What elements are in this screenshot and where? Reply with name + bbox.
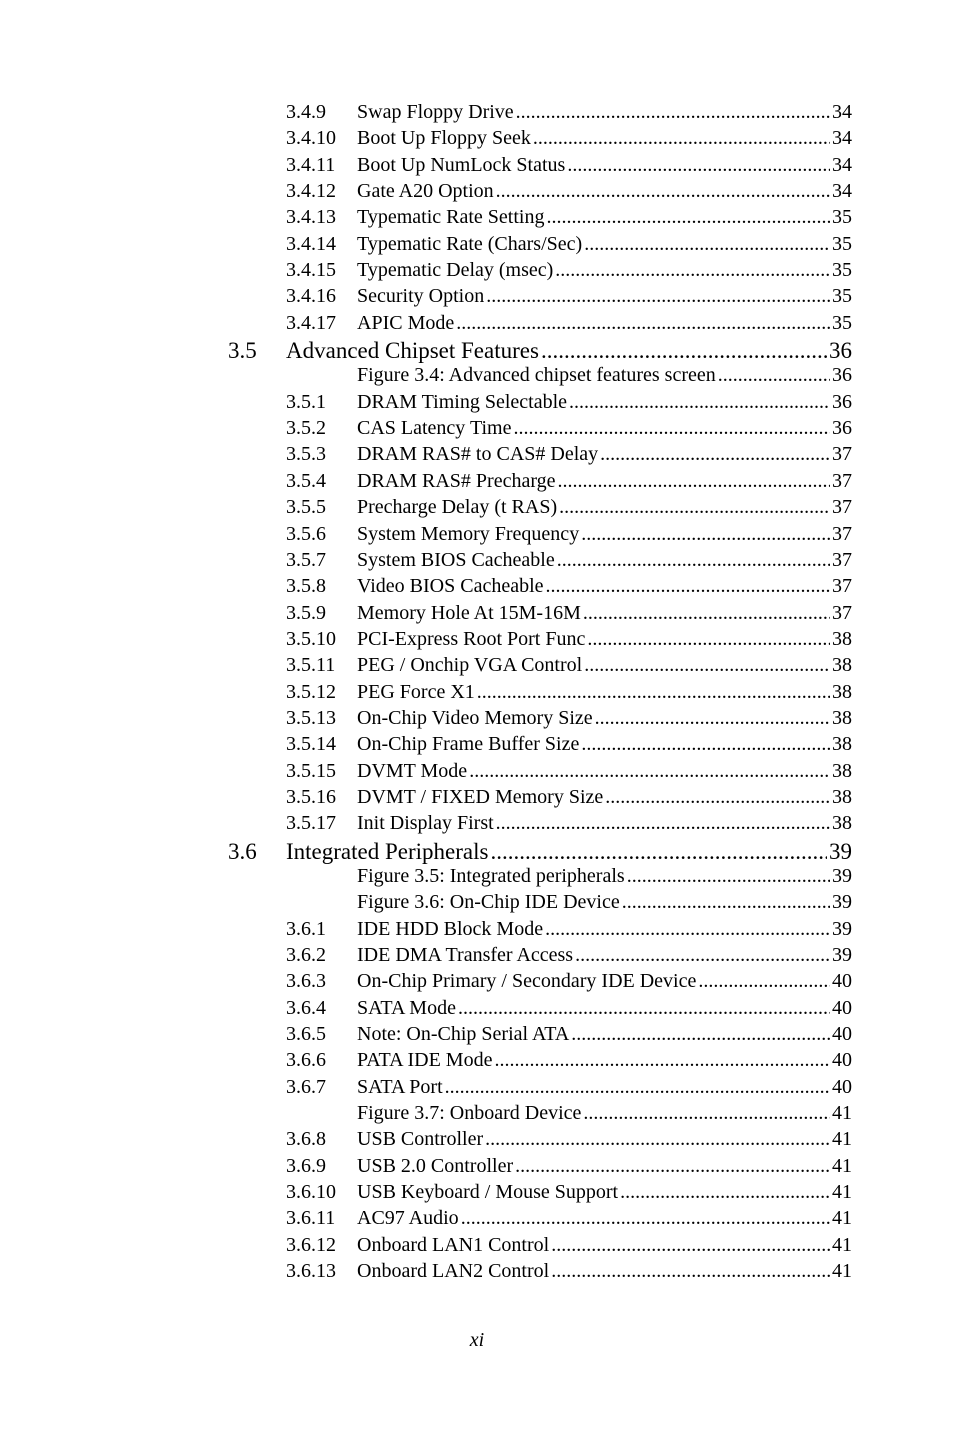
toc-entry-page: 37 [832,469,852,492]
toc-subsection-entry[interactable] [0,575,852,601]
toc-entry-page: 37 [832,548,852,571]
toc-dot-leader [584,654,830,677]
toc-entry-title: Figure 3.6: On-Chip IDE Device [357,891,620,914]
toc-entry-title: On-Chip Video Memory Size [357,706,593,729]
toc-dot-leader [458,997,830,1020]
toc-entry-title: CAS Latency Time [357,417,512,440]
toc-entry-page: 34 [832,101,852,123]
toc-dot-leader [461,1207,830,1230]
toc-dot-leader [477,681,830,704]
toc-dot-leader [583,1102,830,1125]
toc-entry-page: 36 [832,364,852,387]
toc-entry-title: Onboard LAN2 Control [357,1260,550,1283]
toc-entry-page: 41 [832,1233,852,1256]
toc-entry-number: 3.5.5 [286,496,326,519]
toc-entry-title: Init Display First [357,812,494,835]
toc-entry-number: 3.5.13 [286,706,336,729]
toc-entry-title: SATA Mode [357,996,456,1019]
toc-entry-number: 3.5.12 [286,680,336,703]
toc-entry-page: 37 [832,575,852,598]
toc-dot-leader [557,549,830,572]
toc-entry-page: 40 [832,1023,852,1046]
toc-entry-number: 3.6.1 [286,917,326,940]
toc-entry-title: PEG Force X1 [357,680,475,703]
toc-dot-leader [551,1234,830,1257]
toc-subsection-entry[interactable] [0,101,852,127]
toc-entry-number: 3.4.10 [286,127,336,150]
toc-entry-title: DVMT Mode [357,759,468,782]
toc-dot-leader [584,233,830,256]
toc-subsection-entry[interactable] [0,285,852,311]
toc-dot-leader [541,338,827,364]
toc-entry-number: 3.5.15 [286,759,336,782]
toc-entry-title: Boot Up Floppy Seek [357,127,531,150]
toc-dot-leader [595,707,830,730]
toc-entry-number: 3.6.9 [286,1154,326,1177]
toc-entry-page: 34 [832,153,852,176]
toc-entry-number: 3.5.10 [286,627,336,650]
toc-subsection-entry[interactable] [0,1023,852,1049]
toc-dot-leader [587,628,830,651]
toc-dot-leader [620,1181,830,1204]
toc-dot-leader [513,417,830,440]
toc-entry-title: USB 2.0 Controller [357,1154,514,1177]
toc-subsection-entry[interactable] [0,654,852,680]
toc-dot-leader [516,101,830,124]
toc-entry-page: 40 [832,970,852,993]
toc-entry-page: 38 [832,680,852,703]
toc-entry-title: Boot Up NumLock Status [357,153,566,176]
toc-subsection-entry[interactable] [0,523,852,549]
toc-entry-page: 38 [832,706,852,729]
toc-dot-leader [571,1023,830,1046]
toc-subsection-entry[interactable] [0,312,852,338]
toc-entry-number: 3.4.9 [286,101,326,123]
toc-dot-leader [600,443,830,466]
toc-entry-title: IDE DMA Transfer Access [357,944,574,966]
table-of-contents [0,101,954,1286]
toc-section-entry[interactable] [0,338,852,364]
toc-entry-title: On-Chip Primary / Secondary IDE Device [357,970,697,993]
toc-subsection-entry[interactable] [0,918,852,944]
toc-subsection-entry[interactable] [0,549,852,575]
toc-entry-number: 3.5.11 [286,654,336,677]
toc-subsection-entry[interactable] [0,1207,852,1233]
toc-entry-page: 35 [832,232,852,255]
toc-entry-page: 39 [832,891,852,914]
toc-entry-title: USB Keyboard / Mouse Support [357,1181,619,1204]
toc-subsection-entry[interactable] [0,681,852,707]
toc-dot-leader [545,918,830,941]
toc-subsection-entry[interactable] [0,443,852,469]
toc-subsection-entry[interactable] [0,206,852,232]
toc-entry-number: 3.5.17 [286,812,336,835]
toc-subsection-entry[interactable] [0,1234,852,1260]
toc-dot-leader [533,127,830,150]
toc-dot-leader [581,733,830,756]
toc-entry-title: System BIOS Cacheable [357,548,555,571]
toc-entry-page: 38 [832,812,852,835]
toc-subsection-entry[interactable] [0,391,852,417]
toc-dot-leader [486,285,830,308]
toc-entry-number: 3.6.7 [286,1075,326,1098]
toc-entry-page: 37 [832,601,852,624]
toc-dot-leader [546,206,830,229]
toc-dot-leader [496,180,830,203]
toc-entry-number: 3.5.8 [286,575,326,598]
toc-entry-number: 3.6.6 [286,1049,326,1072]
toc-dot-leader [698,970,830,993]
toc-entry-page: 36 [832,417,852,440]
toc-entry-title: PCI-Express Root Port Func [357,627,586,650]
toc-entry-number: 3.6.11 [286,1207,336,1230]
toc-subsection-entry[interactable] [0,1260,852,1286]
toc-entry-title: Typematic Delay (msec) [357,259,554,282]
toc-entry-page: 38 [832,785,852,808]
toc-entry-number: 3.5.16 [286,785,336,808]
toc-subsection-entry[interactable] [0,733,852,759]
toc-entry-page: 38 [832,654,852,677]
toc-entry-title: USB Controller [357,1128,484,1151]
toc-entry-page: 37 [832,522,852,545]
toc-dot-leader [575,944,830,967]
toc-subsection-entry[interactable] [0,417,852,443]
toc-entry-page: 34 [832,180,852,203]
toc-subsection-entry[interactable] [0,496,852,522]
toc-entry-title: Figure 3.7: Onboard Device [357,1102,582,1125]
toc-dot-leader [445,1076,830,1099]
toc-entry-title: Note: On-Chip Serial ATA [357,1023,570,1046]
toc-dot-leader [605,786,830,809]
toc-dot-leader [551,1260,830,1283]
toc-entry-number: 3.6.2 [286,944,326,966]
toc-entry-number: 3.6 [228,838,257,864]
toc-dot-leader [627,865,830,888]
toc-entry-page: 39 [832,944,852,966]
toc-entry-number: 3.6.3 [286,970,326,993]
toc-dot-leader [581,523,830,546]
toc-entry-page: 41 [832,1260,852,1283]
toc-entry-page: 41 [832,1128,852,1151]
toc-entry-page: 41 [832,1102,852,1125]
toc-dot-leader [559,496,830,519]
toc-entry-title: Security Option [357,285,485,308]
toc-entry-number: 3.6.13 [286,1260,336,1283]
toc-entry-number: 3.5.4 [286,469,326,492]
toc-subsection-entry[interactable] [0,602,852,628]
toc-entry-title: Swap Floppy Drive [357,101,514,123]
toc-subsection-entry[interactable] [0,1076,852,1102]
toc-entry-title: PEG / Onchip VGA Control [357,654,583,677]
toc-entry-number: 3.6.12 [286,1233,336,1256]
toc-entry-number: 3.6.5 [286,1023,326,1046]
toc-entry-title: Typematic Rate (Chars/Sec) [357,232,583,255]
toc-entry-page: 40 [832,996,852,1019]
toc-entry-title: Video BIOS Cacheable [357,575,544,598]
toc-entry-number: 3.4.13 [286,206,336,229]
toc-subsection-entry[interactable] [0,786,852,812]
toc-entry-title: DVMT / FIXED Memory Size [357,785,604,808]
toc-entry-page: 35 [832,259,852,282]
toc-subsection-entry[interactable] [0,707,852,733]
toc-subsection-entry[interactable] [0,154,852,180]
toc-entry-page: 38 [832,627,852,650]
toc-dot-leader [555,259,830,282]
toc-entry-title: On-Chip Frame Buffer Size [357,733,580,756]
toc-entry-number: 3.5.1 [286,390,326,413]
toc-entry-title: IDE HDD Block Mode [357,917,544,940]
toc-entry-title: Gate A20 Option [357,180,494,203]
toc-dot-leader [558,470,830,493]
toc-entry-number: 3.5.6 [286,522,326,545]
toc-dot-leader [622,891,830,914]
toc-entry-number: 3.4.11 [286,153,336,176]
toc-entry-title: Onboard LAN1 Control [357,1233,550,1256]
toc-entry-page: 34 [832,127,852,150]
toc-entry-title: Figure 3.4: Advanced chipset features screen [357,364,716,387]
toc-entry-page: 38 [832,733,852,756]
toc-dot-leader [569,391,830,414]
toc-entry-title: SATA Port [357,1075,443,1098]
toc-subsection-entry[interactable] [0,812,852,838]
toc-dot-leader [583,602,830,625]
toc-entry-page: 36 [832,390,852,413]
toc-entry-number: 3.5.9 [286,601,326,624]
toc-entry-page: 40 [832,1049,852,1072]
toc-subsection-entry[interactable] [0,470,852,496]
toc-entry-page: 41 [832,1207,852,1230]
toc-entry-page: 41 [832,1154,852,1177]
toc-dot-leader [546,575,830,598]
toc-dot-leader [718,364,830,387]
toc-entry-page: 35 [832,311,852,334]
toc-entry-title: Integrated Peripherals [286,838,489,864]
toc-entry-title: PATA IDE Mode [357,1049,493,1072]
toc-dot-leader [567,154,830,177]
toc-dot-leader [469,760,830,783]
toc-subsection-entry[interactable] [0,1128,852,1154]
toc-entry-title: DRAM RAS# Precharge [357,469,556,492]
toc-figure-entry[interactable] [0,891,852,917]
toc-entry-page: 35 [832,285,852,308]
toc-dot-leader [496,812,830,835]
toc-entry-page: 35 [832,206,852,229]
toc-entry-page: 39 [832,864,852,887]
toc-subsection-entry[interactable] [0,628,852,654]
toc-dot-leader [494,1049,830,1072]
toc-entry-title: Advanced Chipset Features [286,338,539,364]
toc-figure-entry[interactable] [0,865,852,891]
page-number: xi [469,1329,485,1351]
toc-dot-leader [490,839,827,865]
toc-entry-page: 36 [829,338,852,364]
toc-entry-title: Figure 3.5: Integrated peripherals [357,864,625,887]
toc-entry-page: 37 [832,443,852,466]
toc-entry-number: 3.5.3 [286,443,326,466]
toc-entry-number: 3.4.17 [286,311,336,334]
toc-figure-entry[interactable] [0,1102,852,1128]
toc-figure-entry[interactable] [0,364,852,390]
toc-subsection-entry[interactable] [0,997,852,1023]
toc-entry-title: DRAM RAS# to CAS# Delay [357,443,599,466]
toc-entry-number: 3.5.7 [286,548,326,571]
toc-entry-title: AC97 Audio [357,1207,459,1230]
toc-entry-title: DRAM Timing Selectable [357,390,568,413]
toc-section-entry[interactable] [0,839,852,865]
toc-entry-number: 3.5.2 [286,417,326,440]
toc-entry-title: Precharge Delay (t RAS) [357,496,558,519]
toc-subsection-entry[interactable] [0,760,852,786]
toc-subsection-entry[interactable] [0,180,852,206]
toc-entry-page: 37 [832,496,852,519]
toc-subsection-entry[interactable] [0,1181,852,1207]
toc-dot-leader [485,1128,830,1151]
toc-dot-leader [456,312,830,335]
toc-entry-page: 41 [832,1181,852,1204]
toc-subsection-entry[interactable] [0,970,852,996]
toc-entry-title: System Memory Frequency [357,522,580,545]
toc-entry-number: 3.5.14 [286,733,336,756]
toc-entry-page: 38 [832,759,852,782]
toc-entry-number: 3.6.4 [286,996,326,1019]
toc-entry-number: 3.4.15 [286,259,336,282]
toc-entry-number: 3.4.14 [286,232,336,255]
toc-entry-number: 3.4.16 [286,285,336,308]
toc-subsection-entry[interactable] [0,1155,852,1181]
toc-entry-number: 3.6.10 [286,1181,336,1204]
toc-subsection-entry[interactable] [0,944,852,970]
toc-dot-leader [515,1155,830,1178]
toc-subsection-entry[interactable] [0,127,852,153]
toc-subsection-entry[interactable] [0,1049,852,1075]
toc-entry-number: 3.5 [228,338,257,364]
toc-entry-title: Memory Hole At 15M-16M [357,601,581,624]
toc-subsection-entry[interactable] [0,259,852,285]
toc-entry-page: 40 [832,1075,852,1098]
toc-entry-number: 3.4.12 [286,180,336,203]
toc-entry-title: Typematic Rate Setting [357,206,545,229]
toc-entry-title: APIC Mode [357,311,455,334]
toc-entry-number: 3.6.8 [286,1128,326,1151]
toc-subsection-entry[interactable] [0,233,852,259]
toc-entry-page: 39 [829,838,852,864]
toc-entry-page: 39 [832,917,852,940]
